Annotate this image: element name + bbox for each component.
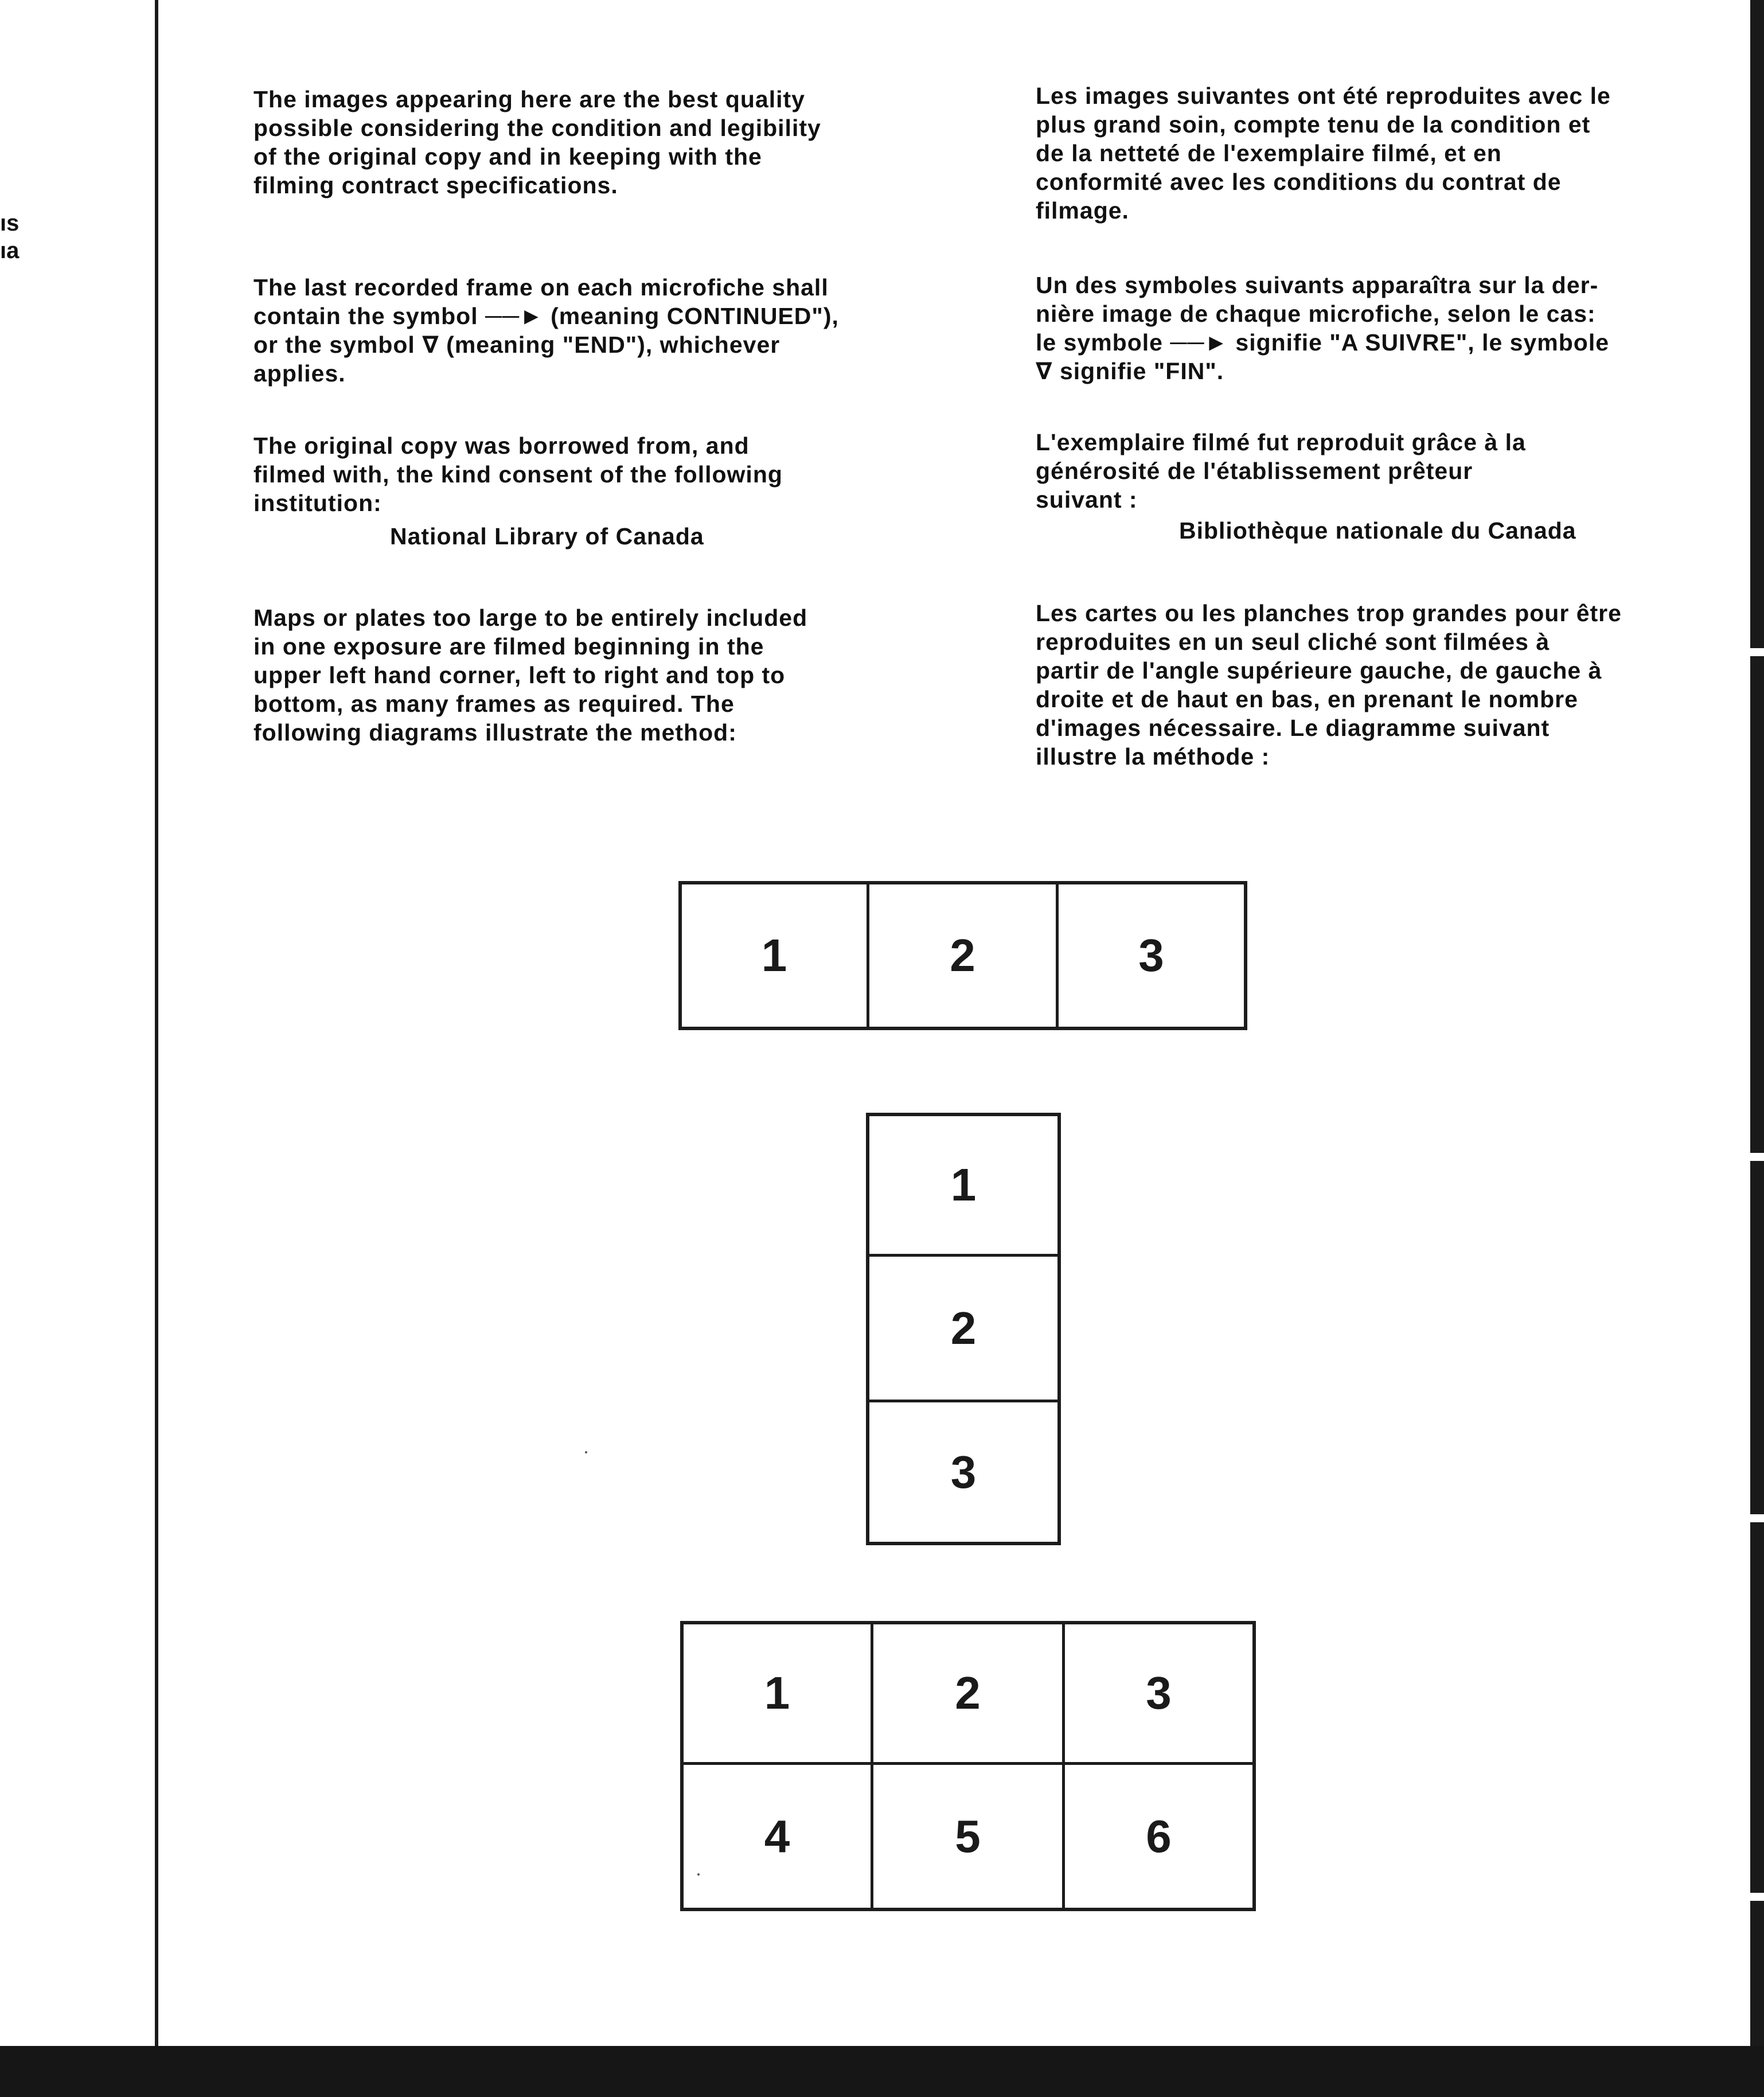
frame-cell: 3 [1062, 1624, 1252, 1762]
diagram-vertical-frames [866, 1113, 1061, 1545]
diagram-grid-frames [680, 1621, 1256, 1911]
frame-cell: 1 [764, 1667, 790, 1718]
frame-cell: 3 [1056, 884, 1244, 1027]
english-symbols-paragraph: The last recorded frame on each microfiche shall contain the symbol ──► (meaning CONTINUED"), or the symbol ∇ (meaning "END"), whichever applies. [253, 274, 839, 387]
french-symbols-paragraph: Un des symboles suivants apparaîtra sur la der- nière image de chaque microfiche, selon le cas: le symbole ──► signifie "A SUIVRE", le symbole ∇ signifie "FIN". [1036, 272, 1610, 384]
scan-speck [697, 1873, 700, 1876]
english-lender-name: National Library of Canada [390, 523, 704, 549]
english-lender-paragraph: The original copy was borrowed from, and filmed with, the kind consent of the following institution: [253, 432, 783, 516]
scan-speck [585, 1451, 587, 1453]
frame-cell: 4 [684, 1762, 871, 1908]
french-lender-paragraph: L'exemplaire filmé fut reproduit grâce à la générosité de l'établissement prêteur suivant : [1036, 429, 1526, 513]
english-maps-paragraph: Maps or plates too large to be entirely included in one exposure are filmed beginning in the upper left hand corner, left to right and top to bottom, as many frames as required. The following diagrams illustrate the method: [253, 605, 808, 746]
english-quality-paragraph: The images appearing here are the best quality possible considering the condition and legibility of the original copy and in keeping with the filming contract specifications. [253, 86, 821, 198]
frame-cell: 2 [869, 1254, 1057, 1400]
french-quality-paragraph: Les images suivantes ont été reproduites avec le plus grand soin, compte tenu de la condition et de la netteté de l'exemplaire filmé, et en conformité avec les conditions du contrat de filmage. [1036, 83, 1611, 224]
frame-cell: 2 [871, 1624, 1062, 1762]
right-page-edge [1750, 0, 1764, 2048]
page-fold-line [155, 0, 158, 2048]
frame-cell: 1 [950, 1159, 977, 1210]
frame-cell: 1 [761, 930, 787, 981]
margin-fragment: ıa [0, 238, 19, 263]
diagram-horizontal-frames [678, 881, 1247, 1030]
french-lender-name: Bibliothèque nationale du Canada [1179, 517, 1576, 544]
adjacent-page-strip [0, 0, 156, 2042]
french-maps-paragraph: Les cartes ou les planches trop grandes pour être reproduites en un seul cliché sont filmées à partir de l'angle supérieure gauche, de gauche à droite et de haut en bas, en prenant le nombre d'images nécessaire. Le diagramme suivant illustre la méthode : [1036, 600, 1622, 770]
scan-bottom-band [0, 2046, 1764, 2097]
frame-cell: 2 [867, 884, 1056, 1027]
margin-fragment: ıs [0, 211, 19, 236]
frame-cell: 6 [1062, 1762, 1252, 1908]
frame-cell: 3 [869, 1400, 1057, 1542]
frame-cell: 5 [871, 1762, 1062, 1908]
